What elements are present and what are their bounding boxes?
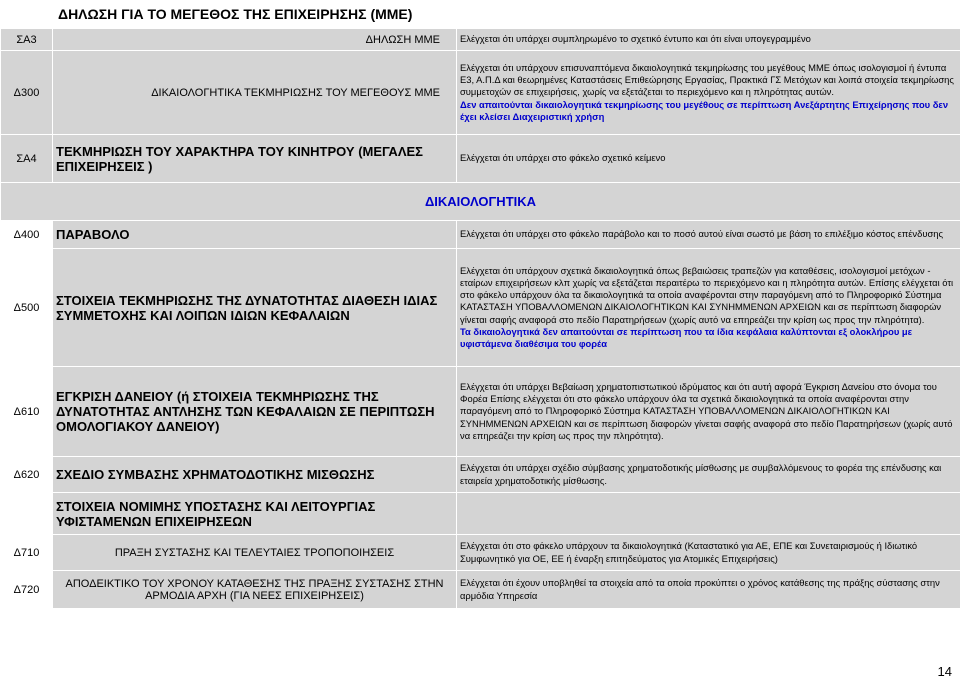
- checklist-table: [0, 28, 960, 609]
- desc-text: Ελέγχεται ότι υπάρχουν επισυναπτόμενα δικαιολογητικά τεκμηρίωσης του μεγέθους ΜΜΕ όπως ισολογισμοί ή έντυπα Ε3, Α.Π.Δ και θεωρημένες Καταστάσεις Επιθεώρησης Εργασίας, Πρακτικά ΓΣ Μετόχων και λοιπά στοιχεία τεκμηρίωσης συμμετοχών σε επιχειρήσεις, χωρίς να εξετάζεται το περιεχόμενο και η πληρότητας αυτών.: [460, 61, 954, 98]
- row-label: ΔΙΚΑΙΟΛΟΓΗΤΙΚΑ ΤΕΚΜΗΡΙΩΣΗΣ ΤΟΥ ΜΕΓΕΘΟΥΣ ΜΜΕ: [53, 51, 457, 135]
- row-label: ΑΠΟΔΕΙΚΤΙΚΟ ΤΟΥ ΧΡΟΝΟΥ ΚΑΤΑΘΕΣΗΣ ΤΗΣ ΠΡΑΞΗΣ ΣΥΣΤΑΣΗΣ ΣΤΗΝ ΑΡΜΟΔΙΑ ΑΡΧΗ (ΓΙΑ ΝΕΕΣ ΕΠΙΧΕΙΡΗΣΕΙΣ): [53, 571, 457, 609]
- table-row: [1, 571, 960, 609]
- row-code: Δ400: [1, 221, 53, 249]
- desc-note: Τα δικαιολογητικά δεν απαιτούνται σε περίπτωση που τα ίδια κεφάλαια καλύπτονται εξ ολοκλήρου με υφιστάμενα διαθέσιμα του φορέα: [460, 325, 913, 349]
- row-code: Δ720: [1, 571, 53, 609]
- table-row: [1, 457, 960, 493]
- row-label: ΣΤΟΙΧΕΙΑ ΤΕΚΜΗΡΙΩΣΗΣ ΤΗΣ ΔΥΝΑΤΟΤΗΤΑΣ ΔΙΑΘΕΣΗ ΙΔΙΑΣ ΣΥΜΜΕΤΟΧΗΣ ΚΑΙ ΛΟΙΠΩΝ ΙΔΙΩΝ ΚΕΦΑΛΑΙΩΝ: [53, 249, 457, 367]
- page-title: ΔΗΛΩΣΗ ΓΙΑ ΤΟ ΜΕΓΕΘΟΣ ΤΗΣ ΕΠΙΧΕΙΡΗΣΗΣ (ΜΜΕ): [58, 6, 413, 22]
- row-label: ΔΗΛΩΣΗ ΜΜΕ: [53, 29, 457, 51]
- row-code: Δ710: [1, 535, 53, 571]
- group-header-row: [1, 493, 960, 535]
- section-header: ΔΙΚΑΙΟΛΟΓΗΤΙΚΑ: [1, 183, 960, 221]
- table-row: [1, 51, 960, 135]
- row-desc: Ελέγχεται ότι υπάρχει συμπληρωμένο το σχετικό έντυπο και ότι είναι υπογεγραμμένο: [457, 29, 960, 51]
- row-label: ΠΑΡΑΒΟΛΟ: [53, 221, 457, 249]
- desc-note: Δεν απαιτούνται δικαιολογητικά τεκμηρίωσης του μεγέθους σε περίπτωση Ανεξάρτητης Επιχείρησης που δεν έχει κλείσει Διαχειριστική χρήση: [460, 98, 949, 122]
- row-desc: Ελέγχεται ότι υπάρχει σχέδιο σύμβασης χρηματοδοτικής μίσθωσης με συμβαλλόμενους το φορέα της επένδυσης και εταιρεία χρηματοδοτικής μίσθωσης.: [457, 457, 960, 493]
- row-label: ΕΓΚΡΙΣΗ ΔΑΝΕΙΟΥ (ή ΣΤΟΙΧΕΙΑ ΤΕΚΜΗΡΙΩΣΗΣ ΤΗΣ ΔΥΝΑΤΟΤΗΤΑΣ ΑΝΤΛΗΣΗΣ ΤΩΝ ΚΕΦΑΛΑΙΩΝ ΣΕ ΠΕΡΙΠΤΩΣΗ ΟΜΟΛΟΓΙΑΚΟΥ ΔΑΝΕΙΟΥ): [53, 367, 457, 457]
- page-number: 14: [937, 664, 952, 679]
- row-code: Δ620: [1, 457, 53, 493]
- row-label: ΣΧΕΔΙΟ ΣΥΜΒΑΣΗΣ ΧΡΗΜΑΤΟΔΟΤΙΚΗΣ ΜΙΣΘΩΣΗΣ: [53, 457, 457, 493]
- row-desc: Ελέγχεται ότι υπάρχει στο φάκελο σχετικό κείμενο: [457, 135, 960, 183]
- table-row: [1, 135, 960, 183]
- row-desc: Ελέγχεται ότι στο φάκελο υπάρχουν τα δικαιολογητικά (Καταστατικό για ΑΕ, ΕΠΕ και Συνεταιρισμούς ή Ιδιωτικό Συμφωνητικό για ΟΕ, ΕΕ ή έναρξη επιτηδεύματος για Ατομικές Επιχειρήσεις): [457, 535, 960, 571]
- row-desc: [457, 249, 960, 367]
- row-code: ΣΑ3: [1, 29, 53, 51]
- row-label: ΤΕΚΜΗΡΙΩΣΗ ΤΟΥ ΧΑΡΑΚΤΗΡΑ ΤΟΥ ΚΙΝΗΤΡΟΥ (ΜΕΓΑΛΕΣ ΕΠΙΧΕΙΡΗΣΕΙΣ ): [53, 135, 457, 183]
- row-desc: Ελέγχεται ότι έχουν υποβληθεί τα στοιχεία από τα οποία προκύπτει ο χρόνος κατάθεσης της πράξης σύστασης στην αρμόδια Υπηρεσία: [457, 571, 960, 609]
- row-label: ΠΡΑΞΗ ΣΥΣΤΑΣΗΣ ΚΑΙ ΤΕΛΕΥΤΑΙΕΣ ΤΡΟΠΟΠΟΙΗΣΕΙΣ: [53, 535, 457, 571]
- group-label: ΣΤΟΙΧΕΙΑ ΝΟΜΙΜΗΣ ΥΠΟΣΤΑΣΗΣ ΚΑΙ ΛΕΙΤΟΥΡΓΙΑΣ ΥΦΙΣΤΑΜΕΝΩΝ ΕΠΙΧΕΙΡΗΣΕΩΝ: [53, 493, 457, 535]
- row-code: Δ500: [1, 249, 53, 367]
- table-row: [1, 535, 960, 571]
- table-row: [1, 221, 960, 249]
- table-row: [1, 249, 960, 367]
- row-desc: Ελέγχεται ότι υπάρχει Βεβαίωση χρηματοπιστωτικού ιδρύματος και ότι αυτή αφορά Έγκριση Δανείου στο όνομα του Φορέα Επίσης ελέγχεται ότι στο φάκελο υπάρχουν όλα τα σχετικά δικαιολογητικά τα οποία αναφέρονται στην παραγόμενη από το Πληροφορικό Σύστημα ΚΑΤΑΣΤΑΣΗ ΥΠΟΒΑΛΛΟΜΕΝΩΝ ΔΙΚΑΙΟΛΟΓΗΤΙΚΩΝ ΚΑΙ ΣΥΝΗΜΜΕΝΩΝ ΑΡΧΕΙΩΝ και σε περίπτωση διαφορών γίνεται σαφής αναφορά στο πεδίο Παρατηρήσεων (χωρίς αυτό να επηρεάζει την κρίση ως προς την πληρότητα).: [457, 367, 960, 457]
- table-row: [1, 29, 960, 51]
- desc-text: Ελέγχεται ότι υπάρχουν σχετικά δικαιολογητικά όπως βεβαιώσεις τραπεζών για καταθέσεις, ισολογισμοί μετόχων - εταίρων επιχειρήσεων κλπ χωρίς να εξετάζεται περαιτέρω το περιεχόμενο και η πληρότητα αυτών. Επίσης ελέγχεται ότι στο φάκελο υπάρχουν όλα τα δικαιολογητικά τα οποία αναφέρονται στην παραγόμενη από το Πληροφορικό Σύστημα ΚΑΤΑΣΤΑΣΗ ΥΠΟΒΑΛΛΟΜΕΝΩΝ ΔΙΚΑΙΟΛΟΓΗΤΙΚΩΝ ΚΑΙ ΣΥΝΗΜΜΕΝΩΝ ΑΡΧΕΙΩΝ και σε περίπτωση διαφορών γίνεται σαφής αναφορά στο πεδίο Παρατηρήσεων (χωρίς αυτό να επηρεάζει την κρίση ως προς την πληρότητα).: [460, 264, 954, 325]
- row-desc: [457, 51, 960, 135]
- row-code: Δ300: [1, 51, 53, 135]
- row-desc: Ελέγχεται ότι υπάρχει στο φάκελο παράβολο και το ποσό αυτού είναι σωστό με βάση το επιλέξιμο κόστος επένδυσης: [457, 221, 960, 249]
- row-code: Δ610: [1, 367, 53, 457]
- section-header-row: [1, 183, 960, 221]
- row-code: ΣΑ4: [1, 135, 53, 183]
- table-row: [1, 367, 960, 457]
